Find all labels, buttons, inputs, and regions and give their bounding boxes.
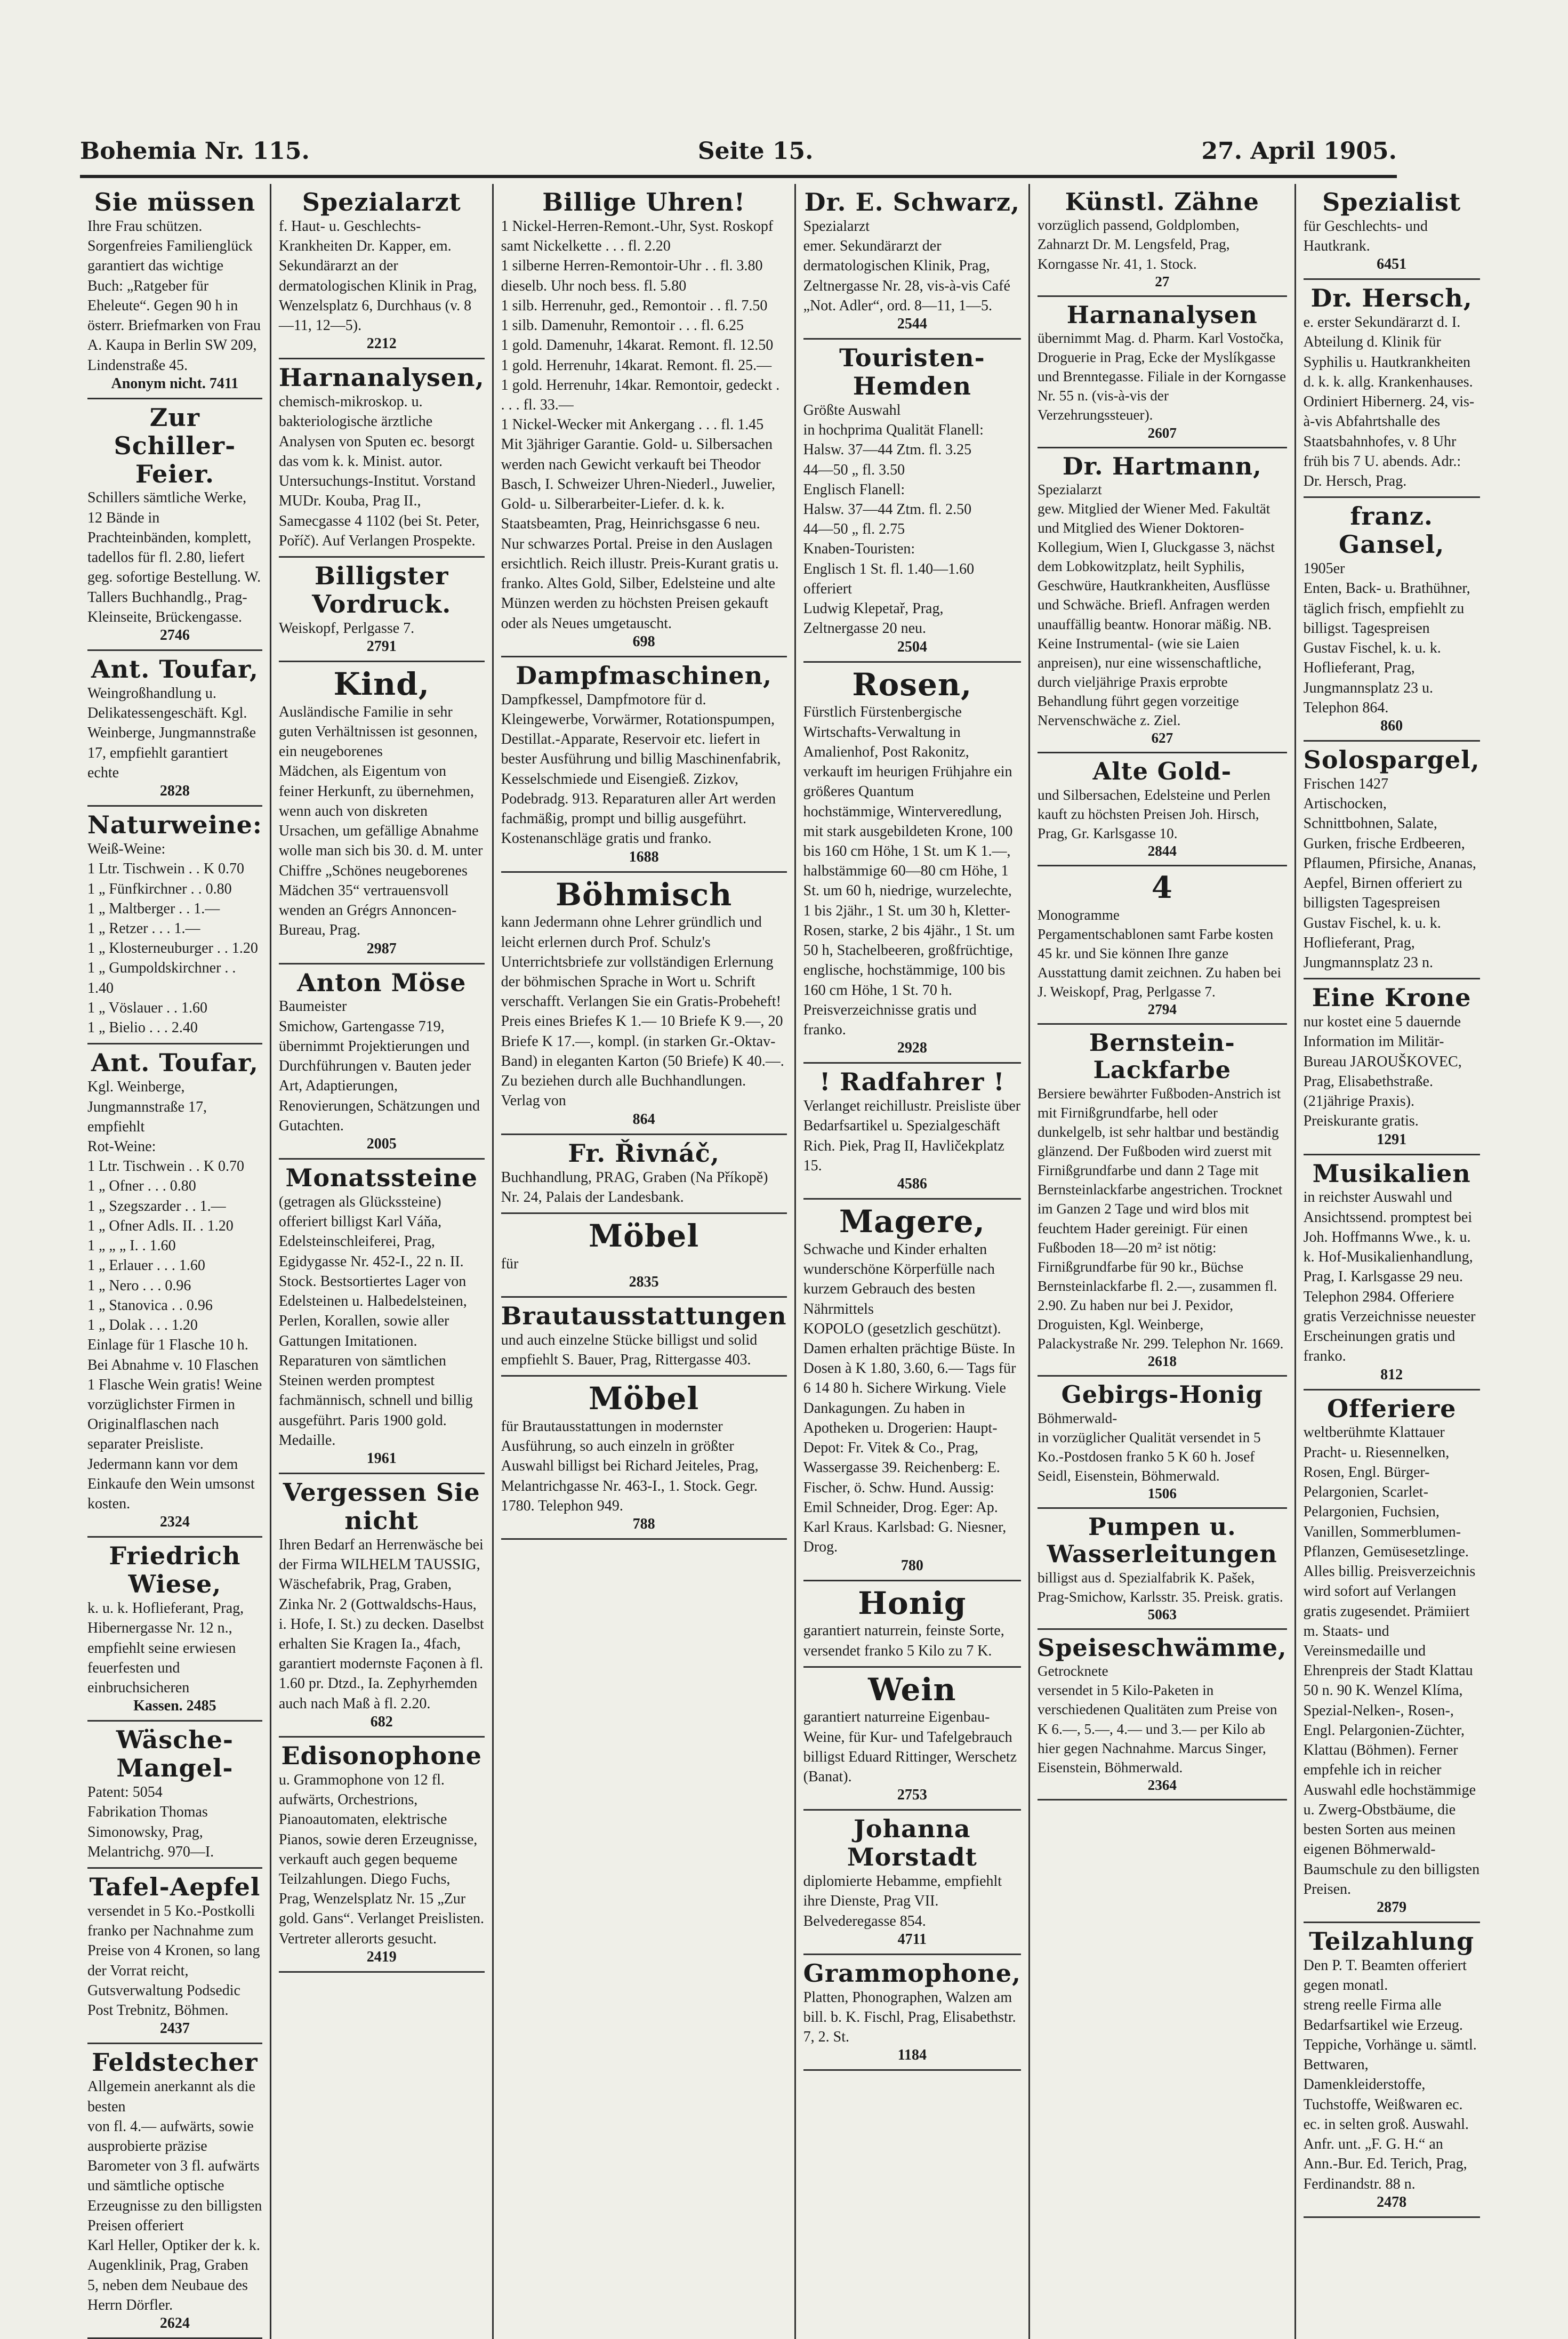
ad-title: Monatssteine: [285, 1163, 478, 1193]
ad-number: Anonym nicht. 7411: [111, 375, 239, 392]
ad-body: Weingroßhandlung u. Delikatessengeschäft. Kgl. Weinberge, Jungmannstraße 17, empfiehlt garantiert echte: [87, 685, 256, 781]
ad-body: Spezialarzt emer. Sekundärarzt der dermatologischen Klinik, Prag, Zeltnergasse Nr. 28, vis-à-vis Café „Not. Adler“, ord. 8—11, 1—5.: [803, 218, 1010, 314]
ad-number: 2791: [366, 638, 397, 655]
ad-title: Speiseschwämme,: [1038, 1633, 1287, 1662]
advertisement: [803, 184, 1021, 340]
ad-title: Gebirgs-Honig: [1061, 1380, 1264, 1409]
advertisement: [1038, 866, 1287, 1025]
advertisement: [803, 1955, 1021, 2071]
ad-number: Kassen. 2485: [133, 1698, 216, 1715]
ad-number: 682: [370, 1713, 393, 1730]
ad-title: Feldstecher: [92, 2048, 258, 2077]
advertisement: [803, 1200, 1021, 1581]
ad-number: 864: [632, 1111, 655, 1128]
page-number: Seite 15.: [697, 137, 814, 165]
ad-body: und auch einzelne Stücke billigst und solid empfiehlt S. Bauer, Prag, Rittergasse 403.: [501, 1331, 758, 1369]
page-header: [80, 132, 1397, 170]
ad-number: 2828: [159, 783, 190, 800]
ad-title: Dampfmaschinen,: [516, 661, 773, 690]
advertisement: [87, 184, 262, 399]
ad-number: 2879: [1377, 1899, 1407, 1916]
ad-body: billigst aus d. Spezialfabrik K. Pašek, Prag-Smichow, Karlsstr. 35. Preisk. gratis.: [1038, 1569, 1283, 1605]
advertisement: [1038, 184, 1287, 297]
advertisement: [803, 1668, 1021, 1811]
ad-body: Verlanget reichillustr. Preisliste über Bedarfsartikel u. Spezialgeschäft Rich. Piek, Prag II, Havličekplatz 15.: [803, 1098, 1021, 1174]
advertisement: [279, 359, 485, 558]
ad-number: 2835: [629, 1273, 659, 1290]
advertisement: [1038, 1630, 1287, 1801]
advertisement: [803, 1581, 1021, 1668]
ad-body: Buchhandlung, PRAG, Graben (Na Příkopě) Nr. 24, Palais der Landesbank.: [501, 1169, 768, 1205]
advertisement: [501, 873, 787, 1135]
advertisement: [1304, 979, 1480, 1155]
ad-title: Solospargel,: [1303, 745, 1480, 775]
ad-number: 2928: [897, 1040, 927, 1057]
ad-title: Offeriere: [1326, 1394, 1457, 1423]
ad-number: 1688: [629, 848, 659, 865]
masthead: Bohemia Nr. 115.: [80, 137, 310, 165]
ad-number: 788: [632, 1516, 655, 1533]
ad-title: franz. Gansel,: [1339, 502, 1445, 559]
advertisement: [87, 1722, 262, 1869]
ad-title: Naturweine:: [87, 810, 262, 840]
ad-number: 627: [1151, 730, 1173, 746]
ad-title: Rosen,: [852, 666, 972, 703]
ad-title: Friedrich Wiese,: [109, 1541, 241, 1599]
ad-title: Teilzahlung: [1309, 1927, 1475, 1956]
advertisement: [803, 663, 1021, 1064]
ad-title: 4: [1151, 870, 1173, 905]
ad-body: Böhmerwald- in vorzüglicher Qualität versendet in 5 Ko.-Postdosen franko 5 K 60 h. Josef Seidl, Eisenstein, Böhmerwald.: [1038, 1410, 1261, 1484]
ad-number: 698: [632, 633, 655, 650]
ad-body: in reichster Auswahl und Ansichtssend. promptest bei Joh. Hoffmanns Wwe., k. u. k. Hof-Musikalienhandlung, Prag, I. Karlsgasse 29 neu. Telephon 2984. Offeriere gratis Verzeichnisse neuester Erscheinungen gratis und franko.: [1303, 1189, 1476, 1365]
ad-number: 860: [1380, 718, 1403, 735]
advertisement: [1304, 1923, 1480, 2218]
ad-number: 27: [1155, 273, 1170, 290]
advertisement: [87, 1538, 262, 1722]
ad-body: Frischen 1427 Artischocken, Schnittbohnen, Salate, Gurken, frische Erdbeeren, Pflaumen, Pfirsiche, Ananas, Aepfel, Birnen offeriert zu billigsten Tagespreisen Gustav Fischel, k. u. k. Hoflieferant, Prag, Jungmannsplatz 23 n.: [1303, 775, 1476, 971]
ad-column: [271, 184, 494, 2339]
ad-body: Fürstlich Fürstenbergische Wirtschafts-Verwaltung in Amalienhof, Post Rakonitz, verkauft im heurigen Frühjahre ein größeres Quantum hochstämmige, Winterveredlung, mit stark ausgebildeten Krone, 100 bis 160 cm Höhe, 1 St. um K 1.—, halbstämmige 60—80 cm Höhe, 1 St. um 60 h, niedrige, wurzelechte, 1 bis 2jähr., 1 St. um 30 h, Kletter-Rosen, starke, 2 bis 4jähr., 1 St. um 50 h, Stachelbeeren, großfrüchtige, englische, hochstämmige, 100 bis 160 cm Höhe, 1 St. 70 h. Preisverzeichnisse gratis und franko.: [803, 704, 1015, 1039]
issue-date: 27. April 1905.: [1201, 137, 1397, 165]
ad-body: Allgemein anerkannt als die besten von fl. 4.— aufwärts, sowie ausprobierte präzise Barometer von 3 fl. aufwärts und sämtliche optische Erzeugnisse zu den billigsten Preisen offeriert Karl Heller, Optiker der k. k. Augenklinik, Prag, Graben 5, neben dem Neubaue des Herrn Dörfler.: [87, 2078, 262, 2313]
ad-title: Tafel-Aepfel: [89, 1872, 261, 1902]
ad-body: Bersiere bewährter Fußboden-Anstrich ist mit Firnißgrundfarbe, hell oder dunkelgelb, ist sehr haltbar und beständig glänzend. Der Fußboden wird zuerst mit Firnißgrundfarbe und dann 2 Tage mit Bernsteinlackfarbe angestrichen. Trocknet im Ganzen 2 Tage und wird blos mit feuchtem Hader gereinigt. Für einen Fußboden 18—20 m² ist nötig: Firnißgrundfarbe für 90 kr., Büchse Bernsteinlackfarbe fl. 2.—, zusammen fl. 2.90. Zu haben nur bei J. Pexidor, Droguisten, Kgl. Weinberge, Palackystraße Nr. 299. Telephon Nr. 1669.: [1038, 1085, 1284, 1352]
ad-number: 2544: [897, 316, 927, 333]
advertisement: [279, 964, 485, 1160]
advertisement: [87, 651, 262, 807]
advertisement: [501, 1135, 787, 1214]
ad-number: 2844: [1147, 842, 1177, 859]
ad-title: Wäsche-Mangel-: [116, 1725, 234, 1783]
ad-title: Pumpen u. Wasserleitungen: [1047, 1513, 1277, 1569]
ad-number: 2005: [366, 1136, 397, 1153]
ad-title: Honig: [858, 1585, 967, 1621]
ad-title: Eine Krone: [1312, 983, 1471, 1012]
advertisement: [279, 184, 485, 359]
ad-body: Weiß-Weine: 1 Ltr. Tischwein . . K 0.70 1 „ Fünfkirchner . . 0.80 1 „ Maltberger . . 1.— 1 „ Retzer . . . 1.— 1 „ Klosterneuburger . . 1.20 1 „ Gumpoldskirchner . . 1.40 1 „ Vöslauer . . 1.60 1 „ Bielio . . . 2.40: [87, 841, 258, 1036]
ad-body: weltberühmte Klattauer Pracht- u. Riesennelken, Rosen, Engl. Bürger-Pelargonien, Scarlet-Pelargonien, Fuchsien, Vanillen, Sommerblumen-Pflanzen, Gemüsesetzlinge. Alles billig. Preisverzeichnis wird sofort auf Verlangen gratis zugesendet. Prämiiert m. Staats- und Vereinsmedaille und Ehrenpreis der Stadt Klattau 50 n. 90 K. Wenzel Klíma, Spezial-Nelken-, Rosen-, Engl. Pelargonien-Züchter, Klattau (Böhmen). Ferner empfehle ich in reicher Auswahl edle hochstämmige u. Zwerg-Obstbäume, die besten Sorten aus meinen eigenen Böhmerwald-Baumschule zu den billigsten Preisen.: [1303, 1424, 1480, 1898]
ad-body: Monogramme Pergamentschablonen samt Farbe kosten 45 kr. und Sie können Ihre ganze Ausstattung damit zeichnen. Zu haben bei J. Weiskopf, Prag, Perlgasse 7.: [1038, 906, 1282, 1000]
ad-body: Kgl. Weinberge, Jungmannstraße 17, empfiehlt Rot-Weine: 1 Ltr. Tischwein . . K 0.70 1 „ Ofner . . . 0.80 1 „ Szegszarder . . 1.— 1 „ Ofner Adls. II. . 1.20 1 „ „ „ I. . 1.60 1 „ Erlauer . . . 1.60 1 „ Nero . . . 0.96 1 „ Stanovica . . 0.96 1 „ Dolak . . . 1.20 Einlage für 1 Flasche 10 h. Bei Abnahme v. 10 Flaschen 1 Flasche Wein gratis! Weine vorzüglichster Firmen in Originalflaschen nach separater Preisliste. Jedermann kann vor dem Einkaufe den Wein umsonst kosten.: [87, 1079, 262, 1513]
ad-body: u. Grammophone von 12 fl. aufwärts, Orchestrions, Pianoautomaten, elektrische Pianos, sowie deren Erzeugnisse, verkauft auch gegen bequeme Teilzahlungen. Diego Fuchs, Prag, Wenzelsplatz Nr. 15 „Zur gold. Gans“. Verlanget Preislisten. Vertreter allerorts gesucht.: [278, 1771, 485, 1947]
ad-number: 4711: [897, 1931, 927, 1948]
ad-number: 2504: [897, 638, 927, 655]
ad-title: Möbel: [588, 1380, 699, 1417]
advertisement: [501, 1377, 787, 1540]
advertisement: [1038, 1509, 1287, 1630]
advertisement: [803, 1064, 1021, 1200]
ad-body: versendet in 5 Ko.-Postkolli franko per Nachnahme zum Preise von 4 Kronen, so lang der Vorrat reicht, Gutsverwaltung Podsedic Post Trebnitz, Böhmen.: [87, 1902, 260, 2019]
ad-title: Magere,: [839, 1203, 985, 1240]
ad-number: 2607: [1147, 424, 1177, 441]
ad-number: 2746: [159, 627, 190, 644]
ad-body: Schwache und Kinder erhalten wunderschöne Körperfülle nach kurzem Gebrauch des besten Nährmittels KOPOLO (gesetzlich geschützt). Damen erhalten prächtige Büste. In Dosen à K 1.80, 3.60, 6.— Tags für 6 14 80 h. Sichere Wirkung. Viele Dankagungen. Zu haben in Apotheken u. Drogerien: Haupt-Depot: Fr. Vitek & Co., Prag, Wassergasse 39. Reichenberg: E. Fischer, ö. Schw. Hund. Aussig: Emil Schneider, Drog. Eger: Ap. Karl Kraus. Karlsbad: G. Niesner, Drog.: [803, 1241, 1016, 1556]
ad-column: [1030, 184, 1296, 2339]
ad-body: Den P. T. Beamten offeriert gegen monatl. streng reelle Firma alle Bedarfsartikel wie Erzeug. Teppiche, Vorhänge u. sämtl. Bettwaren, Damenkleiderstoffe, Tuchstoffe, Weißwaren ec. ec. in selten groß. Auswahl. Anfr. unt. „F. G. H.“ an Ann.-Bur. Ed. Terich, Prag, Ferdinandstr. 88 n.: [1303, 1957, 1477, 2192]
advertisement: [1304, 498, 1480, 742]
ad-number: 5063: [1147, 1606, 1177, 1622]
advertisement: [803, 340, 1021, 663]
advertisement: [87, 399, 262, 651]
ad-title: Fr. Řivnáč,: [568, 1138, 720, 1168]
advertisement: [501, 657, 787, 873]
ad-number: 2324: [159, 1514, 190, 1531]
ad-number: 6451: [1377, 256, 1407, 273]
ad-title: Dr. E. Schwarz,: [804, 188, 1020, 216]
ad-title: Harnanalysen: [1066, 300, 1258, 329]
ad-title: Billige Uhren!: [542, 188, 746, 216]
ad-title: Spezialarzt: [302, 188, 461, 216]
ad-title: Ant. Toufar,: [91, 655, 259, 684]
ad-body: chemisch-mikroskop. u. bakteriologische ärztliche Analysen von Sputen ec. besorgt das vom k. k. Minist. autor. Untersuchungs-Institut. Vorstand MUDr. Kouba, Prag II., Samecgasse 4 1102 (bei St. Peter, Poříč). Auf Verlangen Prospekte.: [278, 393, 480, 549]
ad-number: 2478: [1377, 2193, 1407, 2211]
ad-number: 2624: [159, 2315, 190, 2332]
ad-body: Ihren Bedarf an Herrenwäsche bei der Firma WILHELM TAUSSIG, Wäschefabrik, Prag, Graben, Zinka Nr. 2 (Gottwaldschs-Haus, i. Hofe, I. St.) zu decken. Daselbst erhalten Sie Kragen Ia., 4fach, garantiert modernste Façonen à fl. 1.60 pr. Dtzd., Ia. Zephyrhemden auch nach Maß à fl. 2.20.: [278, 1536, 484, 1712]
ad-body: 1905er Enten, Back- u. Brathühner, täglich frisch, empfiehlt zu billigst. Tagespreisen Gustav Fischel, k. u. k. Hoflieferant, Prag, Jungmannsplatz 23 u. Telephon 864.: [1303, 560, 1470, 716]
ad-title: Bernstein-Lackfarbe: [1089, 1028, 1235, 1084]
ad-number: 4586: [897, 1176, 927, 1193]
ad-title: Alte Gold-: [1092, 757, 1232, 786]
ad-body: Schillers sämtliche Werke, 12 Bände in Prachteinbänden, komplett, tadellos für fl. 2.80, liefert geg. sofortige Bestellung. W. Tallers Buchhandlg., Prag-Kleinseite, Brückengasse.: [87, 489, 261, 625]
ad-number: 2419: [366, 1948, 397, 1965]
ad-body: für: [501, 1255, 519, 1272]
ad-body: garantiert naturrein, feinste Sorte, versendet franko 5 Kilo zu 7 K.: [803, 1622, 1004, 1659]
advertisement: [87, 2044, 262, 2339]
ad-body: Größte Auswahl in hochprima Qualität Flanell: Halsw. 37—44 Ztm. fl. 3.25 44—50 „ fl. 3.50 Englisch Flanell: Halsw. 37—44 Ztm. fl. 2.50 44—50 „ fl. 2.75 Knaben-Touristen: Englisch 1 St. fl. 1.40—1.60 offeriert Ludwig Klepetař, Prag, Zeltnergasse 20 neu.: [803, 401, 984, 637]
ad-column: [494, 184, 796, 2339]
ad-title: Musikalien: [1312, 1159, 1471, 1188]
advertisement: [501, 1214, 787, 1298]
advertisement: [87, 807, 262, 1044]
advertisement: [1038, 1377, 1287, 1509]
advertisement: [279, 1738, 485, 1973]
advertisement: [501, 184, 787, 657]
ad-title: Künstl. Zähne: [1065, 188, 1259, 216]
ad-column: [1296, 184, 1487, 2339]
ad-title: Vergessen Sie nicht: [283, 1478, 480, 1535]
ad-title: Sie müssen: [94, 188, 256, 216]
ad-title: Brautausstattungen: [501, 1301, 787, 1330]
advertisement: [1304, 280, 1480, 498]
ad-columns: [80, 184, 1480, 2332]
ad-title: Kind,: [333, 666, 430, 703]
ad-body: für Brautausstattungen in modernster Ausführung, so auch einzeln in größter Auswahl billigst bei Richard Jeiteles, Prag, Melantrichgasse Nr. 463-I., 1. Stock. Gegr. 1780. Telephon 949.: [501, 1418, 759, 1514]
ad-title: Grammophone,: [803, 1958, 1022, 1988]
ad-number: 2618: [1147, 1353, 1177, 1370]
ad-body: 1 Nickel-Herren-Remont.-Uhr, Syst. Roskopf samt Nickelkette . . . fl. 2.20 1 silberne Herren-Remontoir-Uhr . . fl. 3.80 dieselb. Uhr noch bess. fl. 5.80 1 silb. Herrenuhr, ged., Remontoir . . fl. 7.50 1 silb. Damenuhr, Remontoir . . . fl. 6.25 1 gold. Damenuhr, 14karat. Remont. fl. 12.50 1 gold. Herrenuhr, 14karat. Remont. fl. 25.— 1 gold. Herrenuhr, 14kar. Remontoir, gedeckt . . . . fl. 33.— 1 Nickel-Wecker mit Ankergang . . . fl. 1.45 Mit 3jähriger Garantie. Gold- u. Silbersachen werden nach Gewicht verkauft bei Theodor Basch, I. Schweizer Uhren-Niederl., Juwelier, Gold- u. Silberarbeiter-Liefer. d. k. k. Staatsbeamten, Prag, Heinrichsgasse 6 neu. Nur schwarzes Portal. Preise in den Auslagen ersichtlich. Reich illustr. Preis-Kurant gratis u. franko. Altes Gold, Silber, Edelsteine und alte Münzen werden zu höchsten Preisen gekauft oder als Neues umgetauscht.: [501, 218, 780, 632]
ad-number: 2364: [1147, 1777, 1177, 1793]
ad-body: Spezialarzt gew. Mitglied der Wiener Med. Fakultät und Mitglied des Wiener Doktoren-Kollegium, Wien I, Gluckgasse 3, nächst dem Lobkowitzplatz, heilt Syphilis, Geschwüre, Hautkrankheiten, Ausflüsse und Schwäche. Briefl. Anfragen werden unauffällig beantw. Honorar mäßig. NB. Keine Instrumental- (wie sie Laien anpreisen), nur eine wissenschaftliche, durch vieljährige Praxis erprobte Behandlung führt gegen vorzeitige Nervenschwäche z. Ziel.: [1038, 481, 1275, 729]
ad-column: [80, 184, 271, 2339]
ad-body: Weiskopf, Perlgasse 7.: [278, 620, 415, 637]
ad-number: 2794: [1147, 1001, 1177, 1018]
ad-title: Touristen-Hemden: [839, 343, 985, 400]
header-rule: [80, 175, 1397, 178]
ad-number: 1184: [897, 2047, 927, 2064]
ad-title: Anton Möse: [297, 968, 467, 997]
ad-body: Ihre Frau schützen. Sorgenfreies Familienglück garantiert das wichtige Buch: „Ratgeber für Eheleute“. Gegen 90 h in österr. Briefmarken von Frau A. Kaupa in Berlin SW 209, Lindenstraße 45.: [87, 218, 261, 374]
advertisement: [1038, 753, 1287, 866]
ad-body: und Silbersachen, Edelsteine und Perlen kauft zu höchsten Preisen Joh. Hirsch, Prag, Gr. Karlsgasse 10.: [1038, 786, 1271, 841]
advertisement: [87, 1869, 262, 2044]
advertisement: [501, 1298, 787, 1377]
ad-number: 2437: [159, 2020, 190, 2037]
ad-title: Ant. Toufar,: [91, 1048, 259, 1078]
advertisement: [1038, 1025, 1287, 1377]
ad-number: 812: [1380, 1366, 1403, 1383]
advertisement: [1304, 184, 1480, 280]
ad-body: (getragen als Glückssteine) offeriert billigst Karl Váňa, Edelsteinschleiferei, Prag, Egidygasse Nr. 452-I., 22 n. II. Stock. Bestsortiertes Lager von Edelsteinen u. Halbedelsteinen, Perlen, Korallen, sowie aller Gattungen Imitationen. Reparaturen von sämtlichen Steinen werden promptest fachmännisch, schnell und billig ausgeführt. Paris 1900 gold. Medaille.: [278, 1194, 473, 1449]
ad-body: kann Jedermann ohne Lehrer gründlich und leicht erlernen durch Prof. Schulz's Unterrichtsbriefe zur vollständigen Erlernung der böhmischen Sprache in Wort u. Schrift verschafft. Verlangen Sie ein Gratis-Probeheft! Preis eines Briefes K 1.— 10 Briefe K 9.—, 20 Briefe K 17.—, kompl. (in starken Gr.-Oktav-Band) in eleganten Karton (50 Briefe) K 40.—. Zu beziehen durch alle Buchhandlungen. Verlag von: [501, 914, 784, 1110]
ad-column: [796, 184, 1030, 2339]
ad-title: Zur Schiller-Feier.: [114, 403, 236, 488]
advertisement: [803, 1811, 1021, 1955]
ad-number: 1291: [1377, 1131, 1407, 1148]
ad-body: Dampfkessel, Dampfmotore für d. Kleingewerbe, Vorwärmer, Rotationspumpen, Destillat.-Apparate, Reservoir etc. liefert in bester Ausführung und billig Maschinenfabrik, Kesselschmiede und Eisengieß. Zizkov, Podebradg. 913. Reparaturen aller Art werden fachmäßig, prompt und billig ausgeführt. Kostenanschläge gratis und franko.: [501, 691, 781, 847]
ad-title: Billigster Vordruck.: [312, 561, 452, 618]
ad-number: 2212: [366, 335, 397, 352]
ad-body: übernimmt Mag. d. Pharm. Karl Vostočka, Droguerie in Prag, Ecke der Myslíkgasse und Brenntegasse. Filiale in der Korngasse Nr. 55 n. (vis-à-vis der Verzehrungssteuer).: [1038, 329, 1286, 423]
ad-body: Platten, Phonographen, Walzen am bill. b. K. Fischl, Prag, Elisabethstr. 7, 2. St.: [803, 1989, 1016, 2046]
ad-body: f. Haut- u. Geschlechts-Krankheiten Dr. Kapper, em. Sekundärarzt an der dermatologischen Klinik in Prag, Wenzelsplatz 6, Durchhaus (v. 8—11, 12—5).: [278, 218, 477, 334]
advertisement: [1304, 1155, 1480, 1390]
ad-title: Johanna Morstadt: [847, 1814, 977, 1872]
ad-title: Möbel: [588, 1217, 699, 1254]
ad-number: 2987: [366, 940, 397, 957]
ad-number: 1506: [1147, 1485, 1177, 1502]
advertisement: [87, 1044, 262, 1538]
ad-body: diplomierte Hebamme, empfiehlt ihre Dienste, Prag VII. Belvederegasse 854.: [803, 1873, 1002, 1930]
ad-body: nur kostet eine 5 dauernde Information im Militär-Bureau JAROUŠKOVEC, Prag, Elisabethstraße. (21jährige Praxis). Preiskurante gratis.: [1303, 1014, 1462, 1130]
ad-number: 780: [900, 1557, 923, 1574]
ad-body: k. u. k. Hoflieferant, Prag, Hibernergasse Nr. 12 n., empfiehlt seine erwiesen feuerfesten und einbruchsicheren: [87, 1600, 244, 1697]
advertisement: [279, 662, 485, 964]
ad-body: Ausländische Familie in sehr guten Verhältnissen ist gesonnen, ein neugeborenes Mädchen, als Eigentum von feiner Herkunft, zu übernehmen, wenn auch von diskreten Ursachen, um gefällige Abnahme wolle man sich bis 30. d. M. unter Chiffre „Schönes neugeborenes Mädchen 35“ vertrauensvoll wenden an Grégrs Annoncen-Bureau, Prag.: [278, 703, 483, 939]
advertisement: [1304, 742, 1480, 979]
ad-title: Edisonophone: [281, 1741, 482, 1770]
advertisement: [1038, 448, 1287, 754]
ad-title: Wein: [868, 1671, 956, 1708]
ad-body: e. erster Sekundärarzt d. I. Abteilung d. Klinik für Syphilis u. Hautkrankheiten d. k. k. allg. Krankenhauses. Ordiniert Hibernerg. 24, vis-à-vis Abfahrtshalle des Staatsbahnhofes, v. 8 Uhr früh bis 7 U. abends. Adr.: Dr. Hersch, Prag.: [1303, 314, 1475, 490]
advertisement: [1304, 1390, 1480, 1924]
advertisement: [279, 558, 485, 662]
ad-body: vorzüglich passend, Goldplomben, Zahnarzt Dr. M. Lengsfeld, Prag, Korngasse Nr. 41, 1. Stock.: [1038, 217, 1240, 272]
ad-body: Getrocknete versendet in 5 Kilo-Paketen in verschiedenen Qualitäten zum Preise von K 6.—, 5.—, 4.— und 3.— per Kilo ab hier gegen Nachnahme. Marcus Singer, Eisenstein, Böhmerwald.: [1038, 1663, 1277, 1775]
advertisement: [279, 1160, 485, 1474]
ad-title: Spezialist: [1322, 188, 1461, 216]
ad-title: ! Radfahrer !: [819, 1067, 1005, 1097]
ad-title: Dr. Hersch,: [1310, 284, 1473, 313]
advertisement: [279, 1474, 485, 1738]
advertisement: [1038, 297, 1287, 448]
ad-body: Baumeister Smichow, Gartengasse 719, übernimmt Projektierungen und Durchführungen v. Bauten jeder Art, Adaptierungen, Renovierungen, Schätzungen und Gutachten.: [278, 998, 480, 1134]
ad-body: garantiert naturreine Eigenbau-Weine, für Kur- und Tafelgebrauch billigst Eduard Rittinger, Werschetz (Banat).: [803, 1709, 1017, 1786]
ad-title: Böhmisch: [555, 876, 733, 913]
ad-body: Patent: 5054 Fabrikation Thomas Simonowsky, Prag, Melantrichg. 970—I.: [87, 1784, 214, 1860]
ad-title: Dr. Hartmann,: [1062, 452, 1262, 480]
ad-number: 1961: [366, 1450, 397, 1467]
ad-title: Harnanalysen,: [278, 363, 485, 392]
ad-number: 2753: [897, 1787, 927, 1804]
ad-body: für Geschlechts- und Hautkrank.: [1303, 218, 1428, 255]
